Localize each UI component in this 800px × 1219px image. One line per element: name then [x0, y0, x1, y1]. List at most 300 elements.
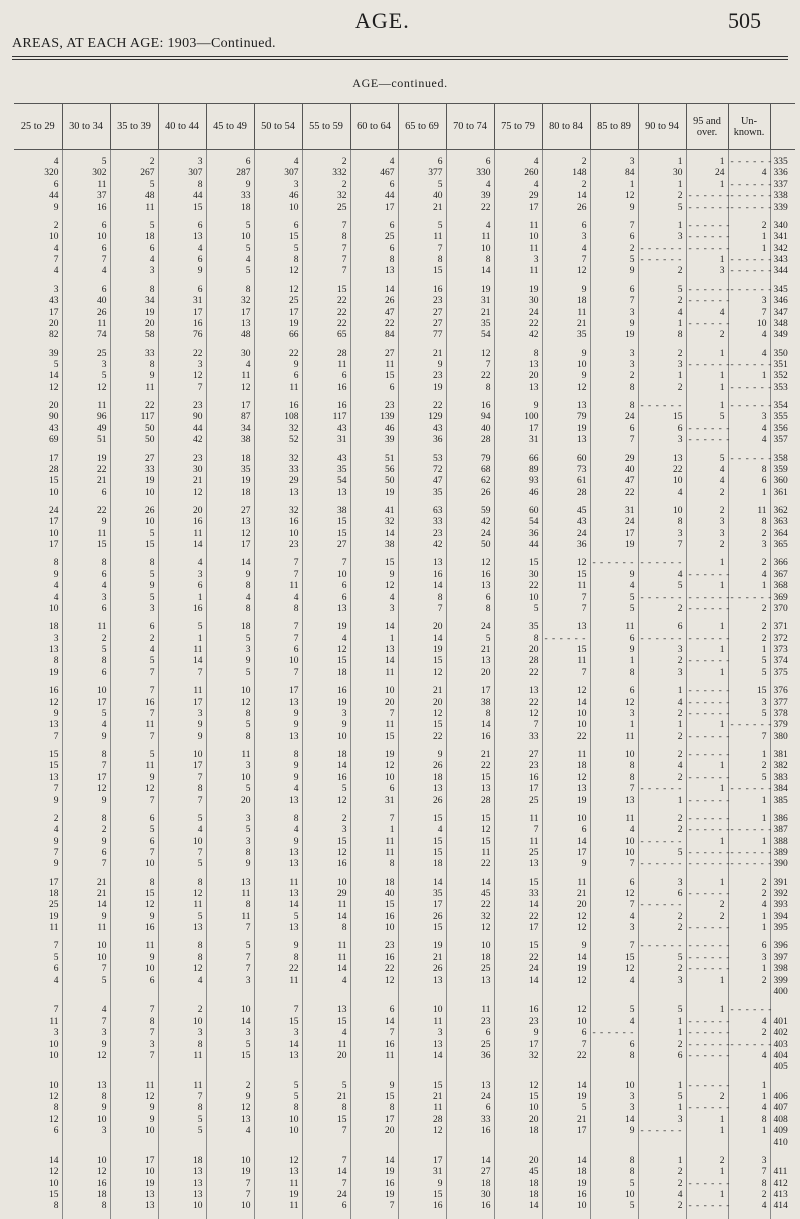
table-cell: 19 [494, 285, 542, 296]
table-cell: 15 [302, 656, 350, 667]
table-row [14, 255, 795, 266]
table-cell: 377 [398, 168, 446, 179]
table-cell: 39 [350, 435, 398, 446]
spacer-cell [542, 394, 590, 401]
table-cell: 74 [62, 330, 110, 341]
table-cell: 18 [14, 889, 62, 900]
table-cell: 9 [494, 401, 542, 412]
table-cell: 11 [206, 912, 254, 923]
table-cell: 17 [158, 307, 206, 318]
column-header: 60 to 64 [350, 104, 398, 150]
table-cell: 90 [158, 412, 206, 423]
spacer-cell [158, 342, 206, 349]
spacer-cell [158, 871, 206, 878]
table-cell: 19 [110, 1178, 158, 1189]
table-cell: 7 [350, 709, 398, 720]
table-row [14, 877, 795, 888]
table-row [14, 348, 795, 359]
table-cell: 7 [590, 784, 638, 795]
spacer-cell [590, 150, 638, 157]
table-cell: 7 [254, 668, 302, 679]
table-cell: 15 [254, 232, 302, 243]
spacer-cell [446, 1213, 494, 1219]
spacer-cell [254, 499, 302, 506]
spacer-cell [398, 615, 446, 622]
table-cell: 26 [446, 488, 494, 499]
table-cell: 25 [62, 348, 110, 359]
table-cell: 13 [638, 453, 686, 464]
table-cell: 5 [254, 912, 302, 923]
table-row [14, 784, 795, 795]
table-cell: 2 [728, 889, 770, 900]
table-cell: 5 [110, 570, 158, 581]
table-cell: - - - - - - [728, 266, 770, 277]
table-cell: 36 [398, 435, 446, 446]
table-cell: 8 [446, 709, 494, 720]
table-cell: 10 [542, 1201, 590, 1212]
table-row [14, 465, 795, 476]
table-cell: 12 [350, 581, 398, 592]
spacer-cell [302, 934, 350, 941]
spacer-cell [14, 679, 62, 686]
table-cell: 17 [542, 1126, 590, 1137]
table-cell: 13 [446, 1080, 494, 1091]
spacer-cell [62, 1213, 110, 1219]
table-cell: - - - - - - [686, 191, 728, 202]
table-cell: 21 [542, 1115, 590, 1126]
table-cell: 11 [494, 266, 542, 277]
table-cell: 8 [14, 1201, 62, 1212]
table-cell: 2 [686, 330, 728, 341]
spacer-cell [206, 934, 254, 941]
table-cell [728, 1062, 770, 1073]
table-cell: 8 [206, 900, 254, 911]
table-cell: 5 [110, 592, 158, 603]
spacer-cell [302, 214, 350, 221]
table-cell: 11 [302, 360, 350, 371]
spacer-cell [398, 871, 446, 878]
table-cell: 22 [494, 581, 542, 592]
table-cell: 4 [206, 1126, 254, 1137]
table-cell: 7 [590, 900, 638, 911]
table-cell: 1 [686, 975, 728, 986]
table-cell: 14 [206, 558, 254, 569]
table-cell: 33 [446, 1115, 494, 1126]
table-cell: 4 [62, 266, 110, 277]
table-cell: 12 [542, 266, 590, 277]
spacer-cell [110, 1213, 158, 1219]
spacer-cell [206, 499, 254, 506]
table-cell: 10 [14, 488, 62, 499]
row-number: 385 [770, 795, 795, 806]
table-cell: - - - - - - [686, 1028, 728, 1039]
table-cell: 17 [110, 1156, 158, 1167]
spacer-cell [158, 934, 206, 941]
row-number: 352 [770, 371, 795, 382]
table-cell: - - - - - - [638, 255, 686, 266]
table-cell: 4 [206, 255, 254, 266]
table-cell: 10 [542, 360, 590, 371]
table-cell: 7 [206, 1190, 254, 1201]
table-cell: 1 [728, 244, 770, 255]
table-cell: 11 [110, 202, 158, 213]
table-cell: 23 [398, 296, 446, 307]
table-cell: 7 [110, 848, 158, 859]
row-number: 354 [770, 401, 795, 412]
table-cell: 307 [158, 168, 206, 179]
row-number: 347 [770, 307, 795, 318]
table-cell: 16 [158, 604, 206, 615]
table-cell: 5 [206, 266, 254, 277]
spacer-cell [590, 342, 638, 349]
spacer-cell [686, 214, 728, 221]
table-cell: 1 [686, 668, 728, 679]
table-cell: 11 [446, 1005, 494, 1016]
table-cell: 44 [494, 540, 542, 551]
spacer-cell [686, 998, 728, 1005]
table-cell: 19 [206, 476, 254, 487]
table-cell: 2 [728, 622, 770, 633]
row-number: 356 [770, 424, 795, 435]
spacer-cell [638, 278, 686, 285]
table-cell: 17 [206, 540, 254, 551]
table-cell: 7 [110, 1005, 158, 1016]
page-header [0, 0, 800, 55]
table-cell: - - - - - - [590, 558, 638, 569]
table-cell: 5 [110, 180, 158, 191]
table-cell: 14 [542, 953, 590, 964]
spacer-cell [206, 551, 254, 558]
table-cell: 22 [542, 1051, 590, 1062]
table-cell: 13 [254, 488, 302, 499]
table-cell: 24 [494, 307, 542, 318]
table-cell: 9 [542, 941, 590, 952]
table-cell: 15 [62, 540, 110, 551]
row-number: 414 [770, 1201, 795, 1212]
table-cell: 8 [14, 558, 62, 569]
table-row [14, 453, 795, 464]
column-header: 75 to 79 [494, 104, 542, 150]
table-cell: 13 [302, 1005, 350, 1016]
table-cell: - - - - - - [728, 1039, 770, 1050]
table-cell: 4 [638, 1190, 686, 1201]
spacer-cell [770, 615, 795, 622]
table-cell: 4 [728, 1051, 770, 1062]
spacer-cell [686, 743, 728, 750]
table-cell: 16 [350, 1039, 398, 1050]
table-cell: 50 [446, 540, 494, 551]
table-cell: 28 [494, 656, 542, 667]
table-cell: 8 [62, 558, 110, 569]
table-cell: 12 [206, 697, 254, 708]
table-cell: 34 [206, 424, 254, 435]
spacer-cell [770, 807, 795, 814]
table-cell: 3 [110, 1039, 158, 1050]
table-cell: 4 [728, 570, 770, 581]
spacer-cell [14, 214, 62, 221]
spacer-cell [350, 150, 398, 157]
table-cell: 18 [62, 1190, 110, 1201]
table-cell: 8 [494, 633, 542, 644]
table-cell: 8 [728, 1115, 770, 1126]
table-cell: 50 [110, 435, 158, 446]
table-cell: - - - - - - [638, 558, 686, 569]
table-cell: 2 [110, 157, 158, 168]
spacer-cell [158, 1213, 206, 1219]
table-row [14, 773, 795, 784]
table-cell: 9 [254, 773, 302, 784]
table-cell: 5 [638, 285, 686, 296]
table-cell: 29 [494, 191, 542, 202]
table-cell: 19 [590, 330, 638, 341]
row-number: 341 [770, 232, 795, 243]
table-row [14, 191, 795, 202]
table-cell: 5 [590, 1005, 638, 1016]
group-spacer [14, 1213, 795, 1219]
table-cell: 11 [590, 622, 638, 633]
spacer-cell [638, 615, 686, 622]
table-cell: 50 [350, 476, 398, 487]
table-cell: 2 [686, 506, 728, 517]
table-cell: 13 [14, 773, 62, 784]
table-cell: 79 [542, 412, 590, 423]
table-cell: 22 [494, 697, 542, 708]
table-cell: 14 [302, 912, 350, 923]
table-cell: 19 [350, 1190, 398, 1201]
table-cell: 5 [254, 244, 302, 255]
table-cell: - - - - - - [542, 633, 590, 644]
table-cell: 10 [494, 1103, 542, 1114]
table-row [14, 1115, 795, 1126]
table-cell: - - - - - - [728, 360, 770, 371]
spacer-cell [446, 394, 494, 401]
table-cell: - - - - - - [728, 592, 770, 603]
row-number: 393 [770, 900, 795, 911]
table-cell: 16 [494, 773, 542, 784]
table-cell: 4 [542, 244, 590, 255]
table-cell: 7 [254, 570, 302, 581]
table-cell: 17 [494, 202, 542, 213]
table-cell: 3 [638, 645, 686, 656]
spacer-cell [62, 615, 110, 622]
spacer-cell [728, 446, 770, 453]
table-cell: 9 [206, 859, 254, 870]
table-cell: 46 [254, 191, 302, 202]
table-cell: - - - - - - [686, 731, 728, 742]
table-cell: 8 [398, 592, 446, 603]
table-cell: 3 [158, 157, 206, 168]
spacer-cell [686, 150, 728, 157]
table-cell: 17 [206, 307, 254, 318]
table-cell: 7 [494, 825, 542, 836]
table-cell: 3 [206, 645, 254, 656]
table-cell: 9 [206, 570, 254, 581]
table-cell: 18 [542, 761, 590, 772]
table-cell: 8 [62, 656, 110, 667]
table-cell: 19 [398, 383, 446, 394]
table-cell: 9 [254, 836, 302, 847]
row-number: 362 [770, 506, 795, 517]
column-header: 45 to 49 [206, 104, 254, 150]
table-cell: 13 [206, 319, 254, 330]
table-cell: 467 [350, 168, 398, 179]
table-cell: 4 [446, 221, 494, 232]
table-cell: 8 [62, 1092, 110, 1103]
table-cell: 7 [590, 941, 638, 952]
table-cell: 8 [728, 465, 770, 476]
group-spacer [14, 446, 795, 453]
table-cell: 11 [350, 668, 398, 679]
table-cell: 8 [158, 1103, 206, 1114]
table-cell: 13 [158, 1190, 206, 1201]
table-cell: 5 [158, 622, 206, 633]
spacer-cell [110, 499, 158, 506]
table-cell: 6 [158, 285, 206, 296]
table-cell: 14 [350, 1156, 398, 1167]
table-cell: - - - - - - [686, 964, 728, 975]
table-cell: 8 [158, 180, 206, 191]
table-cell: 19 [350, 750, 398, 761]
table-cell: 8 [110, 360, 158, 371]
table-cell: 12 [542, 686, 590, 697]
table-cell: 5 [542, 1103, 590, 1114]
table-cell: 7 [302, 266, 350, 277]
table-cell: 40 [350, 889, 398, 900]
spacer-cell [638, 998, 686, 1005]
table-cell: 15 [446, 836, 494, 847]
table-cell: 12 [542, 558, 590, 569]
table-cell: 7 [302, 1156, 350, 1167]
table-cell: 7 [206, 964, 254, 975]
table-cell: 2 [728, 604, 770, 615]
table-cell: 1 [686, 761, 728, 772]
table-cell: - - - - - - [638, 784, 686, 795]
table-cell: 28 [446, 795, 494, 806]
row-number: 369 [770, 592, 795, 603]
spacer-cell [590, 1149, 638, 1156]
row-number: 335 [770, 157, 795, 168]
table-cell: 13 [302, 488, 350, 499]
table-cell: 16 [158, 319, 206, 330]
table-cell: 2 [638, 814, 686, 825]
table-cell: 11 [350, 360, 398, 371]
table-cell: 2 [728, 529, 770, 540]
row-number [770, 1005, 795, 1016]
row-number: 363 [770, 517, 795, 528]
row-number: 370 [770, 604, 795, 615]
spacer-cell [494, 1073, 542, 1080]
table-cell: 6 [728, 941, 770, 952]
table-cell: 8 [350, 859, 398, 870]
table-cell: 14 [398, 633, 446, 644]
spacer-cell [302, 150, 350, 157]
table-cell: 12 [350, 975, 398, 986]
table-cell: 3 [728, 1156, 770, 1167]
spacer-cell [206, 150, 254, 157]
table-cell: 12 [158, 889, 206, 900]
table-cell: - - - - - - [686, 244, 728, 255]
table-cell: 3 [590, 1092, 638, 1103]
table-cell: 4 [638, 307, 686, 318]
table-cell: 8 [590, 668, 638, 679]
spacer-cell [590, 998, 638, 1005]
spacer-cell [14, 998, 62, 1005]
table-cell: 1 [638, 1156, 686, 1167]
table-cell: 11 [350, 1051, 398, 1062]
spacer-cell [770, 551, 795, 558]
table-cell: 1 [158, 592, 206, 603]
table-cell: 20 [350, 1126, 398, 1137]
table-row [14, 750, 795, 761]
table-cell: 14 [14, 371, 62, 382]
spacer-cell [398, 150, 446, 157]
table-cell: 14 [494, 975, 542, 986]
table-cell: 14 [350, 656, 398, 667]
table-cell: 11 [302, 900, 350, 911]
table-cell: 13 [254, 731, 302, 742]
table-cell [638, 1137, 686, 1148]
table-cell: 27 [446, 1167, 494, 1178]
table-row [14, 1005, 795, 1016]
table-cell: 40 [62, 296, 110, 307]
table-cell: 12 [494, 709, 542, 720]
table-cell: 7 [62, 761, 110, 772]
table-cell: 6 [62, 668, 110, 679]
table-cell: 2 [728, 1028, 770, 1039]
table-cell: 33 [110, 348, 158, 359]
spacer-cell [590, 871, 638, 878]
table-cell: 15 [446, 814, 494, 825]
table-cell: 63 [398, 506, 446, 517]
table-cell: 31 [350, 795, 398, 806]
table-cell: 84 [350, 330, 398, 341]
table-cell: 13 [206, 877, 254, 888]
table-title: AGE—continued. [0, 76, 800, 91]
table-cell: - - - - - - [728, 825, 770, 836]
group-spacer [14, 499, 795, 506]
spacer-cell [158, 743, 206, 750]
table-cell: 13 [542, 435, 590, 446]
table-cell: 20 [14, 401, 62, 412]
table-cell: 10 [254, 529, 302, 540]
spacer-cell [158, 998, 206, 1005]
table-cell: 11 [398, 1017, 446, 1028]
table-cell [14, 1062, 62, 1073]
table-cell: 2 [542, 180, 590, 191]
table-cell: 23 [446, 1017, 494, 1028]
table-cell: 11 [206, 750, 254, 761]
table-cell: 10 [14, 232, 62, 243]
table-cell: 6 [350, 383, 398, 394]
table-cell: 5 [302, 1080, 350, 1091]
table-cell: 7 [254, 1005, 302, 1016]
table-cell: 108 [254, 412, 302, 423]
spacer-cell [206, 615, 254, 622]
table-cell: 4 [350, 157, 398, 168]
table-cell: 4 [254, 784, 302, 795]
row-number: 367 [770, 570, 795, 581]
table-cell: 302 [62, 168, 110, 179]
table-cell: 9 [110, 371, 158, 382]
table-cell: 12 [398, 668, 446, 679]
table-cell: 29 [254, 476, 302, 487]
table-cell [254, 1137, 302, 1148]
table-cell: 9 [542, 285, 590, 296]
table-cell: 8 [158, 877, 206, 888]
table-cell: 10 [14, 604, 62, 615]
table-cell: 8 [590, 383, 638, 394]
table-row [14, 412, 795, 423]
